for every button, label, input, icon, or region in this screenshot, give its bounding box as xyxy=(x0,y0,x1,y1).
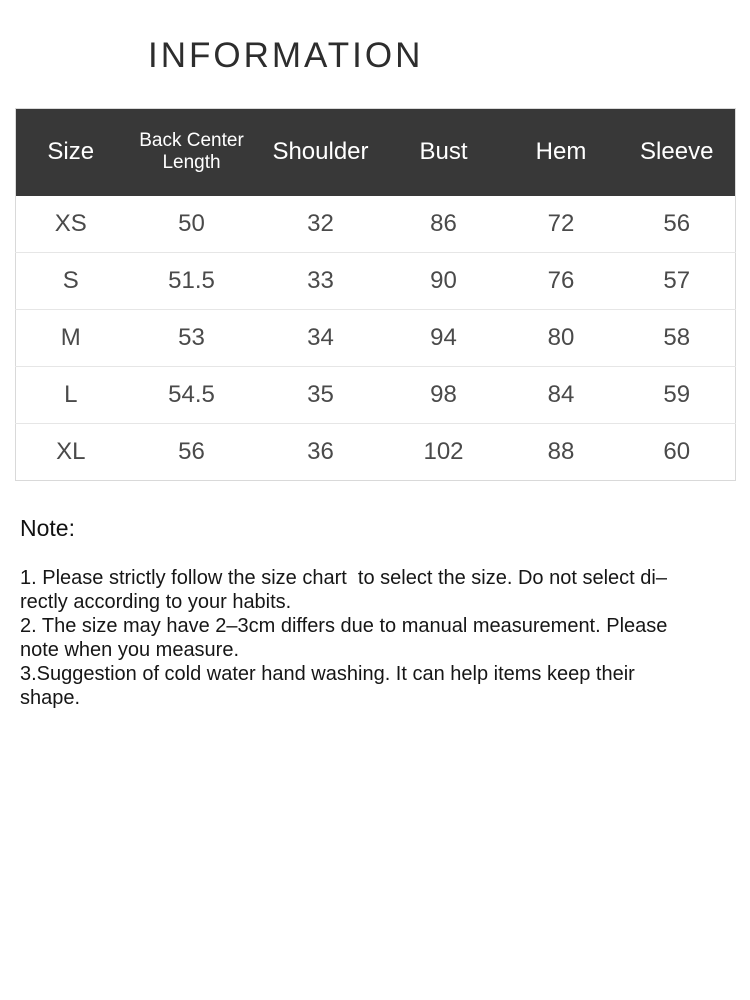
table-cell: 86 xyxy=(430,209,457,237)
table-row-xl xyxy=(16,424,736,481)
header-cell-size: Size xyxy=(47,138,95,166)
table-cell: 32 xyxy=(307,209,334,237)
table-row-xs xyxy=(16,196,736,253)
page-title: INFORMATION xyxy=(148,36,424,75)
table-cell: 76 xyxy=(547,267,575,294)
table-cell: 90 xyxy=(430,267,457,294)
table-cell: 56 xyxy=(663,209,691,237)
header-cell-sleeve: Sleeve xyxy=(640,138,714,166)
size-label: L xyxy=(64,381,78,408)
note-line: note when you measure. xyxy=(20,639,240,661)
table-cell: 84 xyxy=(547,381,575,408)
header-cell-hem: Hem xyxy=(535,138,587,166)
table-cell: 88 xyxy=(547,438,575,465)
table-cell: 50 xyxy=(178,209,205,237)
note-line: rectly according to your habits. xyxy=(20,591,292,613)
table-cell: 60 xyxy=(663,438,691,465)
table-cell: 102 xyxy=(423,438,464,465)
table-cell: 53 xyxy=(178,324,205,351)
table-row-l xyxy=(16,367,736,424)
table-cell: 33 xyxy=(307,267,334,294)
table-cell: 36 xyxy=(307,438,334,465)
table-cell: 54.5 xyxy=(168,381,215,408)
table-cell: 59 xyxy=(663,381,691,408)
size-label: XL xyxy=(56,438,86,465)
table-cell: 34 xyxy=(307,324,334,351)
table-cell: 56 xyxy=(178,438,205,465)
table-cell: 72 xyxy=(547,209,575,237)
table-cell: 35 xyxy=(307,381,334,408)
size-table-header-row xyxy=(16,109,736,196)
table-cell: 57 xyxy=(663,267,691,294)
table-row-m xyxy=(16,310,736,367)
header-cell-back-center-length: Back Center Length xyxy=(139,130,244,174)
notes-heading: Note: xyxy=(20,515,75,541)
header-cell-shoulder: Shoulder xyxy=(272,138,369,166)
table-cell: 98 xyxy=(430,381,457,408)
header-cell-bust: Bust xyxy=(419,138,468,166)
note-line: 3.Suggestion of cold water hand washing. It can help items keep their xyxy=(20,663,635,685)
size-label: M xyxy=(60,324,81,351)
size-table xyxy=(15,108,736,481)
size-label: S xyxy=(62,267,79,294)
table-cell: 51.5 xyxy=(168,267,215,294)
table-cell: 80 xyxy=(547,324,575,351)
table-row-s xyxy=(16,253,736,310)
note-line: 2. The size may have 2–3cm differs due to manual measurement. Please xyxy=(20,615,668,637)
notes-section xyxy=(20,515,732,710)
table-cell: 58 xyxy=(663,324,691,351)
table-cell: 94 xyxy=(430,324,457,351)
note-line: 1. Please strictly follow the size chart to select the size. Do not select di– xyxy=(20,567,667,589)
note-line: shape. xyxy=(20,687,81,709)
size-label: XS xyxy=(54,209,87,237)
